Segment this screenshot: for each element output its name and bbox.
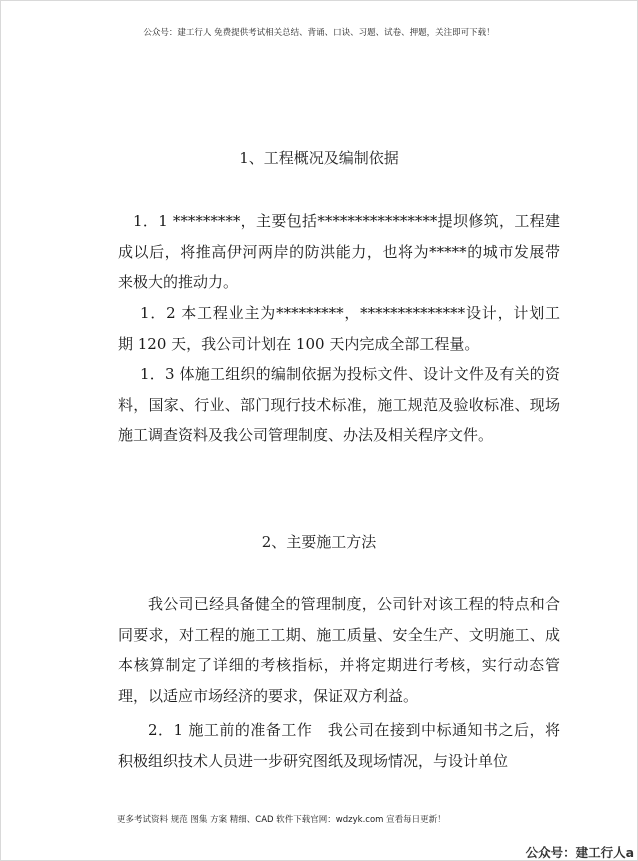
footer-note: 更多考试资料 规范 图集 方案 精细、CAD 软件下载官网：wdzyk.com 宣看每日更新！ [117, 815, 446, 825]
header-note: 公众号：建工行人 免费提供考试相关总结、背诵、口诀、习题、试卷、押题，关注即可下载！ [143, 28, 495, 38]
paragraph-2-1: 2．1 施工前的准备工作 我公司在接到中标通知书之后，将积极组织技术人员进一步研究图纸及现场情况，与设计单位 [118, 721, 560, 770]
paragraph-1-2: 1．2 本工程业主为*********，**************设计，计划工期 120 天，我公司计划在 100 天内完成全部工程量。 [118, 304, 560, 353]
section-2-title: 2、主要施工方法 [261, 533, 377, 551]
watermark: 公众号：建工行人a [525, 845, 634, 860]
paragraph-1-3: 1．3 体施工组织的编制依据为投标文件、设计文件及有关的资料，国家、行业、部门现行技术标准，施工规范及验收标准、现场施工调查资料及我公司管理制度、办法及相关程序文件。 [118, 365, 560, 444]
paragraph-1-1: 1．1 *********，主要包括****************提坝修筑，工程建成以后，将推高伊河两岸的防洪能力，也将为*****的城市发展带来极大的推动力。 [118, 212, 560, 291]
paragraph-2-intro: 我公司已经具备健全的管理制度，公司针对该工程的特点和合同要求，对工程的施工工期、施工质量、安全生产、文明施工、成本核算制定了详细的考核指标，并将定期进行考核，实行动态管理，以适应市场经济的要求，保证双方利益。 [118, 595, 560, 705]
section-1-title: 1、工程概况及编制依据 [239, 149, 399, 167]
